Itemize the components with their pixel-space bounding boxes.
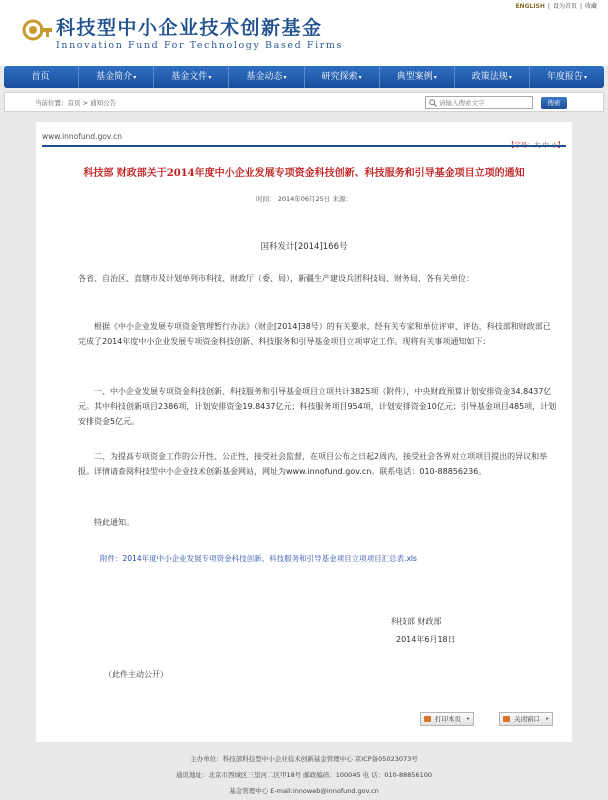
breadcrumb: 当前位置：首页 > 通知公告: [35, 99, 117, 107]
logo-subtitle: Innovation Fund For Technology Based Firms: [56, 40, 343, 51]
public-note: （此件主动公开）: [104, 670, 168, 679]
close-window-button[interactable]: 关闭窗口 ▸: [499, 712, 553, 726]
site-url: www.innofund.gov.cn: [42, 132, 123, 141]
signature: 科技部 财政部: [391, 617, 442, 626]
document-number: 国科发计[2014]166号: [260, 242, 348, 252]
search-icon: [429, 99, 437, 107]
nav-item-about[interactable]: 基金简介▾: [79, 66, 154, 88]
nav-item-documents[interactable]: 基金文件▾: [154, 66, 229, 88]
site-header: [0, 0, 608, 66]
breadcrumb-bar: [4, 92, 604, 112]
nav-item-cases[interactable]: 典型案例▾: [380, 66, 455, 88]
chevron-down-icon: ▾: [433, 74, 437, 81]
paragraph-2: 一、中小企业发展专项资金科技创新、科技服务和引导基金项目立项共计3825项（附件），中央财政预算计划安排资金34.8437亿元。其中科技创新项目2386项，计划安排资金19.8437亿元；科技服务项目954项，计划安排资金10亿元；引导基金项目485项，计划安排资金5亿元。: [78, 387, 557, 426]
paragraph-1: 根据《中小企业发展专项资金管理暂行办法》（财企[2014]38号）的有关要求，经有关专家和单位评审、评估，科技部和财政部已完成了2014年度中小企业发展专项资金科技创新、科技服务和引导基金项目立项审定工作。现将有关事项通知如下：: [78, 322, 551, 346]
search-input[interactable]: [439, 97, 531, 108]
arrow-right-icon: ▸: [466, 715, 470, 722]
favorite-link[interactable]: 收藏: [584, 3, 597, 10]
nav-item-policy[interactable]: 政策法规▾: [455, 66, 530, 88]
signature-date: 2014年6月18日: [396, 635, 456, 644]
footer-line-3: 基金管理中心 E-mail:innoweb@innofund.gov.cn: [229, 787, 379, 795]
footer-line-1: 主办单位：科技部科技型中小企业技术创新基金管理中心 京ICP备05023073号: [190, 755, 418, 763]
closing-text: 特此通知。: [94, 518, 134, 527]
chevron-down-icon: ▾: [358, 74, 362, 81]
article-title: 科技部 财政部关于2014年度中小企业发展专项资金科技创新、科技服务和引导基金项目立项的通知: [83, 168, 525, 179]
header-divider: [42, 145, 566, 147]
chevron-down-icon: ▾: [208, 74, 212, 81]
article-meta: 时间： 2014年06月25日 来源：: [256, 195, 352, 203]
printer-icon: [424, 716, 431, 722]
paragraph-3: 二、为提高专项资金工作的公开性、公正性，接受社会监督，在项目公布之日起2周内，接受社会各界对立项项目提出的异议和举报。详情请查阅科技型中小企业技术创新基金网站，网址为www.innofund.gov.cn。联系电话：010-88856236。: [78, 452, 548, 476]
logo-icon: [22, 16, 52, 44]
set-homepage-link[interactable]: 设为首页: [552, 3, 577, 10]
nav-item-home[interactable]: 首页: [4, 66, 79, 88]
chevron-down-icon: ▾: [133, 74, 137, 81]
chevron-down-icon: ▾: [508, 74, 512, 81]
arrow-right-icon: ▸: [545, 715, 549, 722]
addressees: 各省、自治区、直辖市及计划单列市科技、财政厅（委、局），新疆生产建设兵团科技局、财务局，各有关单位：: [78, 274, 474, 283]
search-box: [425, 96, 533, 109]
close-window-icon: [503, 716, 510, 722]
logo-title: 科技型中小企业技术创新基金: [56, 17, 323, 39]
attachment-link[interactable]: 附件：2014年度中小企业发展专项资金科技创新、科技服务和引导基金项目立项项目汇总表.xls: [100, 554, 417, 563]
article-panel: [36, 122, 572, 742]
english-link[interactable]: ENGLISH: [515, 3, 545, 10]
breadcrumb-home[interactable]: 首页: [67, 99, 81, 107]
nav-item-annual-report[interactable]: 年度报告▾: [546, 72, 587, 82]
footer-line-2: 通讯地址：北京市西城区三里河二区甲18号 邮政编码：100045 电 话：010-88856100: [175, 771, 433, 779]
search-button[interactable]: 搜索: [541, 97, 567, 109]
chevron-down-icon: ▾: [583, 74, 587, 81]
chevron-down-icon: ▾: [283, 74, 287, 81]
nav-item-research[interactable]: 研究探索▾: [305, 66, 380, 88]
main-nav: [4, 66, 604, 88]
breadcrumb-current[interactable]: 通知公告: [90, 99, 117, 107]
nav-item-news[interactable]: 基金动态▾: [229, 66, 304, 88]
print-button[interactable]: 打印本页 ▸: [420, 712, 474, 726]
top-links: ENGLISH | 设为首页 | 收藏: [515, 3, 597, 10]
